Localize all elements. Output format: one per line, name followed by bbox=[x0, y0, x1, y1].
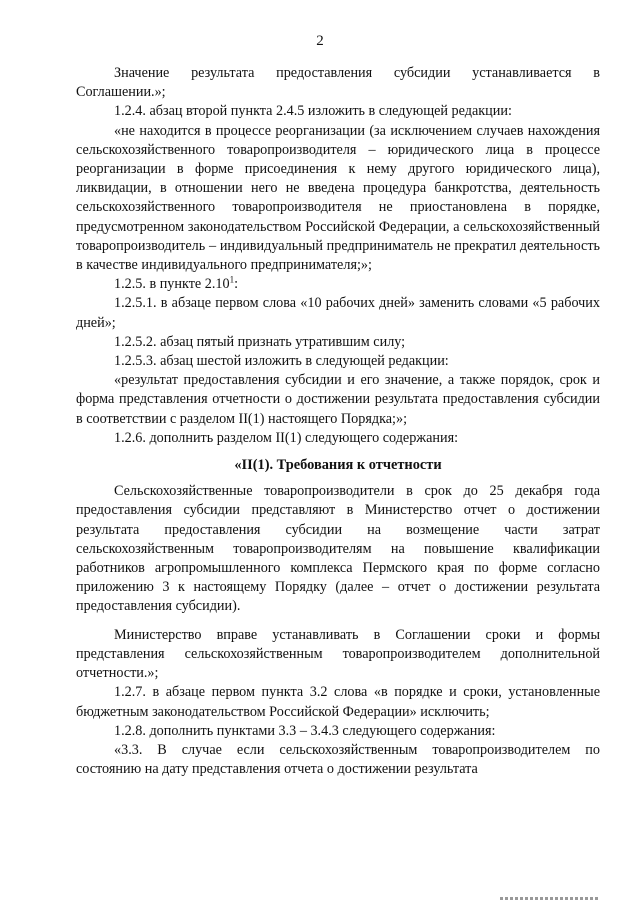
scan-edge-mark bbox=[500, 897, 600, 900]
item-1-2-5-suffix: : bbox=[234, 276, 239, 293]
page-number: 2 bbox=[316, 33, 324, 49]
paragraph-ministry-rights: Министерство вправе устанавливать в Соглашении сроки и формы представления сельскохозяйственным товаропроизводителем дополнительной отчетности.»; bbox=[76, 626, 600, 682]
section-heading: «II(1). Требования к отчетности bbox=[234, 457, 442, 474]
item-1-2-5-superscript: 1 bbox=[229, 274, 235, 285]
paragraph-item-1-2-5-3-text: «результат предоставления субсидии и его значение, а также порядок, срок и форма представления отчетности о достижении результата предоставления субсидии в соответствии с разделом II(1) настоящего Порядка;»; bbox=[76, 372, 600, 427]
paragraph-item-1-2-7: 1.2.7. в абзаце первом пункта 3.2 слова «в порядке и сроки, установленные бюджетным законодательством Российской Федерации» исключить; bbox=[76, 684, 600, 720]
paragraph-item-3-3: «3.3. В случае если сельскохозяйственным товаропроизводителем по состоянию на дату представления отчета о достижении результата bbox=[76, 741, 600, 778]
item-1-2-5-prefix: 1.2.5. в пункте 2.10 bbox=[114, 276, 230, 293]
paragraph-item-1-2-5 bbox=[76, 275, 600, 294]
paragraph-item-1-2-8: 1.2.8. дополнить пунктами 3.3 – 3.4.3 следующего содержания: bbox=[114, 722, 496, 739]
paragraph-item-1-2-4-text: «не находится в процессе реорганизации (за исключением случаев нахождения сельскохозяйственного товаропроизводителя – юридического лица в процессе реорганизации в форме присоединения к нему другого юридического лица), ликвидации, в отношении него не введена процедура банкротства, деятельность сельскохозяйственного товаропроизводителя не приостановлена в порядке, предусмотренном законодательством Российской Федерации, а сельскохозяйственный товаропроизводитель – индивидуальный предприниматель не прекратил деятельность в качестве индивидуального предпринимателя;»; bbox=[76, 122, 600, 274]
paragraph-item-1-2-5-3: 1.2.5.3. абзац шестой изложить в следующей редакции: bbox=[114, 353, 449, 370]
paragraph-item-1-2-5-1: 1.2.5.1. в абзаце первом слова «10 рабочих дней» заменить словами «5 рабочих дней»; bbox=[76, 295, 600, 331]
paragraph-result-value: Значение результата предоставления субсидии устанавливается в Соглашении.»; bbox=[76, 65, 600, 101]
paragraph-item-1-2-5-2: 1.2.5.2. абзац пятый признать утратившим силу; bbox=[114, 333, 406, 350]
paragraph-item-1-2-4: 1.2.4. абзац второй пункта 2.4.5 изложить в следующей редакции: bbox=[114, 103, 512, 120]
paragraph-reporting-deadline: Сельскохозяйственные товаропроизводители в срок до 25 декабря года предоставления субсидии представляют в Министерство отчет о достижении результата предоставления субсидии на возмещение части затрат сельскохозяйственным товаропроизводителям на повышение квалификации работников агропромышленного комплекса Пермского края по форме согласно приложению 3 к настоящему Порядку (далее – отчет о достижении результата предоставления субсидии). bbox=[76, 483, 600, 615]
document-body bbox=[76, 64, 600, 779]
paragraph-item-1-2-6: 1.2.6. дополнить разделом II(1) следующего содержания: bbox=[114, 429, 459, 446]
